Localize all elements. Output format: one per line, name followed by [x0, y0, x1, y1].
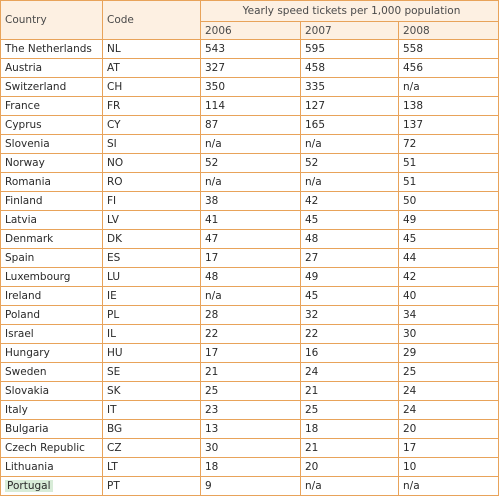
cell-code: DK: [103, 230, 201, 249]
cell-country: Poland: [1, 306, 103, 325]
table-row: [1, 40, 499, 59]
cell-2006: 17: [201, 344, 301, 363]
cell-code: NO: [103, 154, 201, 173]
header-year-2006: 2006: [201, 22, 301, 40]
cell-2008: 456: [399, 59, 499, 78]
cell-code: RO: [103, 173, 201, 192]
cell-2008: 51: [399, 154, 499, 173]
table-row: [1, 173, 499, 192]
cell-2007: 45: [301, 287, 399, 306]
cell-code: CZ: [103, 439, 201, 458]
table-row: [1, 97, 499, 116]
cell-2007: 27: [301, 249, 399, 268]
cell-2007: 335: [301, 78, 399, 97]
cell-code: CH: [103, 78, 201, 97]
table-row: [1, 268, 499, 287]
cell-2007: 45: [301, 211, 399, 230]
cell-country: Luxembourg: [1, 268, 103, 287]
cell-country: Finland: [1, 192, 103, 211]
cell-2007: n/a: [301, 477, 399, 496]
cell-2006: 41: [201, 211, 301, 230]
table-row: [1, 306, 499, 325]
cell-2007: 49: [301, 268, 399, 287]
cell-country: Lithuania: [1, 458, 103, 477]
cell-country: Cyprus: [1, 116, 103, 135]
cell-country: Norway: [1, 154, 103, 173]
table-row: [1, 116, 499, 135]
cell-2006: 9: [201, 477, 301, 496]
cell-2006: n/a: [201, 135, 301, 154]
cell-2008: 49: [399, 211, 499, 230]
cell-2008: 45: [399, 230, 499, 249]
cell-2006: n/a: [201, 287, 301, 306]
cell-2007: 48: [301, 230, 399, 249]
cell-2007: n/a: [301, 135, 399, 154]
cell-2007: 20: [301, 458, 399, 477]
table-row: [1, 439, 499, 458]
cell-code: FI: [103, 192, 201, 211]
cell-2008: 137: [399, 116, 499, 135]
cell-2007: 52: [301, 154, 399, 173]
header-group: Yearly speed tickets per 1,000 population: [201, 1, 499, 22]
cell-2006: 30: [201, 439, 301, 458]
table-row: [1, 59, 499, 78]
cell-2008: 24: [399, 382, 499, 401]
cell-code: HU: [103, 344, 201, 363]
table-row: [1, 78, 499, 97]
cell-2006: 52: [201, 154, 301, 173]
cell-2007: 32: [301, 306, 399, 325]
cell-2007: 22: [301, 325, 399, 344]
cell-code: ES: [103, 249, 201, 268]
cell-2006: 48: [201, 268, 301, 287]
table-row: [1, 230, 499, 249]
cell-2007: 127: [301, 97, 399, 116]
cell-2008: 17: [399, 439, 499, 458]
cell-2006: 25: [201, 382, 301, 401]
cell-2008: 72: [399, 135, 499, 154]
table-row: [1, 458, 499, 477]
cell-country: Israel: [1, 325, 103, 344]
cell-2008: 20: [399, 420, 499, 439]
table-row: [1, 154, 499, 173]
cell-code: IE: [103, 287, 201, 306]
cell-2008: 44: [399, 249, 499, 268]
table-row: [1, 420, 499, 439]
header-code: Code: [103, 1, 201, 40]
cell-2007: 24: [301, 363, 399, 382]
cell-country: Denmark: [1, 230, 103, 249]
cell-2006: 350: [201, 78, 301, 97]
cell-2006: 13: [201, 420, 301, 439]
cell-2007: 18: [301, 420, 399, 439]
cell-code: PL: [103, 306, 201, 325]
highlighted-country-text: Portugal: [7, 480, 51, 492]
cell-country: Ireland: [1, 287, 103, 306]
cell-code: BG: [103, 420, 201, 439]
table-header: [1, 1, 499, 40]
cell-country: Switzerland: [1, 78, 103, 97]
cell-2008: 25: [399, 363, 499, 382]
cell-2007: n/a: [301, 173, 399, 192]
table-row: [1, 477, 499, 496]
cell-code: AT: [103, 59, 201, 78]
table-row: [1, 325, 499, 344]
cell-country: Hungary: [1, 344, 103, 363]
table-row: [1, 382, 499, 401]
cell-2008: 40: [399, 287, 499, 306]
cell-country: France: [1, 97, 103, 116]
cell-2007: 595: [301, 40, 399, 59]
cell-2007: 165: [301, 116, 399, 135]
cell-2008: 24: [399, 401, 499, 420]
cell-2007: 25: [301, 401, 399, 420]
cell-code: PT: [103, 477, 201, 496]
cell-2006: 543: [201, 40, 301, 59]
cell-2008: n/a: [399, 477, 499, 496]
cell-country: Romania: [1, 173, 103, 192]
cell-country: Spain: [1, 249, 103, 268]
cell-country: Czech Republic: [1, 439, 103, 458]
cell-2006: 87: [201, 116, 301, 135]
cell-2008: 10: [399, 458, 499, 477]
cell-2006: 47: [201, 230, 301, 249]
cell-2006: 114: [201, 97, 301, 116]
cell-country: Bulgaria: [1, 420, 103, 439]
cell-2006: 17: [201, 249, 301, 268]
cell-country: Slovenia: [1, 135, 103, 154]
cell-2006: n/a: [201, 173, 301, 192]
cell-2008: 138: [399, 97, 499, 116]
cell-2008: 29: [399, 344, 499, 363]
table-row: [1, 363, 499, 382]
cell-code: SE: [103, 363, 201, 382]
cell-country: Austria: [1, 59, 103, 78]
cell-2008: 51: [399, 173, 499, 192]
table-row: [1, 192, 499, 211]
cell-2006: 18: [201, 458, 301, 477]
cell-2007: 21: [301, 382, 399, 401]
cell-2006: 38: [201, 192, 301, 211]
table-row: [1, 287, 499, 306]
cell-2008: 30: [399, 325, 499, 344]
cell-code: CY: [103, 116, 201, 135]
cell-code: LV: [103, 211, 201, 230]
table-body: [1, 40, 499, 496]
cell-code: NL: [103, 40, 201, 59]
cell-code: IL: [103, 325, 201, 344]
table-row: [1, 211, 499, 230]
cell-country: Sweden: [1, 363, 103, 382]
cell-2006: 28: [201, 306, 301, 325]
cell-2008: 34: [399, 306, 499, 325]
cell-2008: 42: [399, 268, 499, 287]
table-row: [1, 401, 499, 420]
cell-2007: 458: [301, 59, 399, 78]
cell-country: Slovakia: [1, 382, 103, 401]
cell-2008: 50: [399, 192, 499, 211]
cell-code: LU: [103, 268, 201, 287]
cell-country: [1, 477, 103, 496]
cell-country: The Netherlands: [1, 40, 103, 59]
table-row: [1, 344, 499, 363]
cell-2007: 42: [301, 192, 399, 211]
cell-2006: 21: [201, 363, 301, 382]
table-row: [1, 135, 499, 154]
cell-2006: 22: [201, 325, 301, 344]
cell-country: Italy: [1, 401, 103, 420]
cell-code: FR: [103, 97, 201, 116]
cell-2007: 16: [301, 344, 399, 363]
header-year-2007: 2007: [301, 22, 399, 40]
cell-2008: n/a: [399, 78, 499, 97]
header-year-2008: 2008: [399, 22, 499, 40]
cell-code: SI: [103, 135, 201, 154]
cell-code: SK: [103, 382, 201, 401]
cell-code: LT: [103, 458, 201, 477]
cell-2007: 21: [301, 439, 399, 458]
cell-code: IT: [103, 401, 201, 420]
cell-2008: 558: [399, 40, 499, 59]
cell-country: Latvia: [1, 211, 103, 230]
header-country: Country: [1, 1, 103, 40]
cell-2006: 327: [201, 59, 301, 78]
table-row: [1, 249, 499, 268]
cell-2006: 23: [201, 401, 301, 420]
